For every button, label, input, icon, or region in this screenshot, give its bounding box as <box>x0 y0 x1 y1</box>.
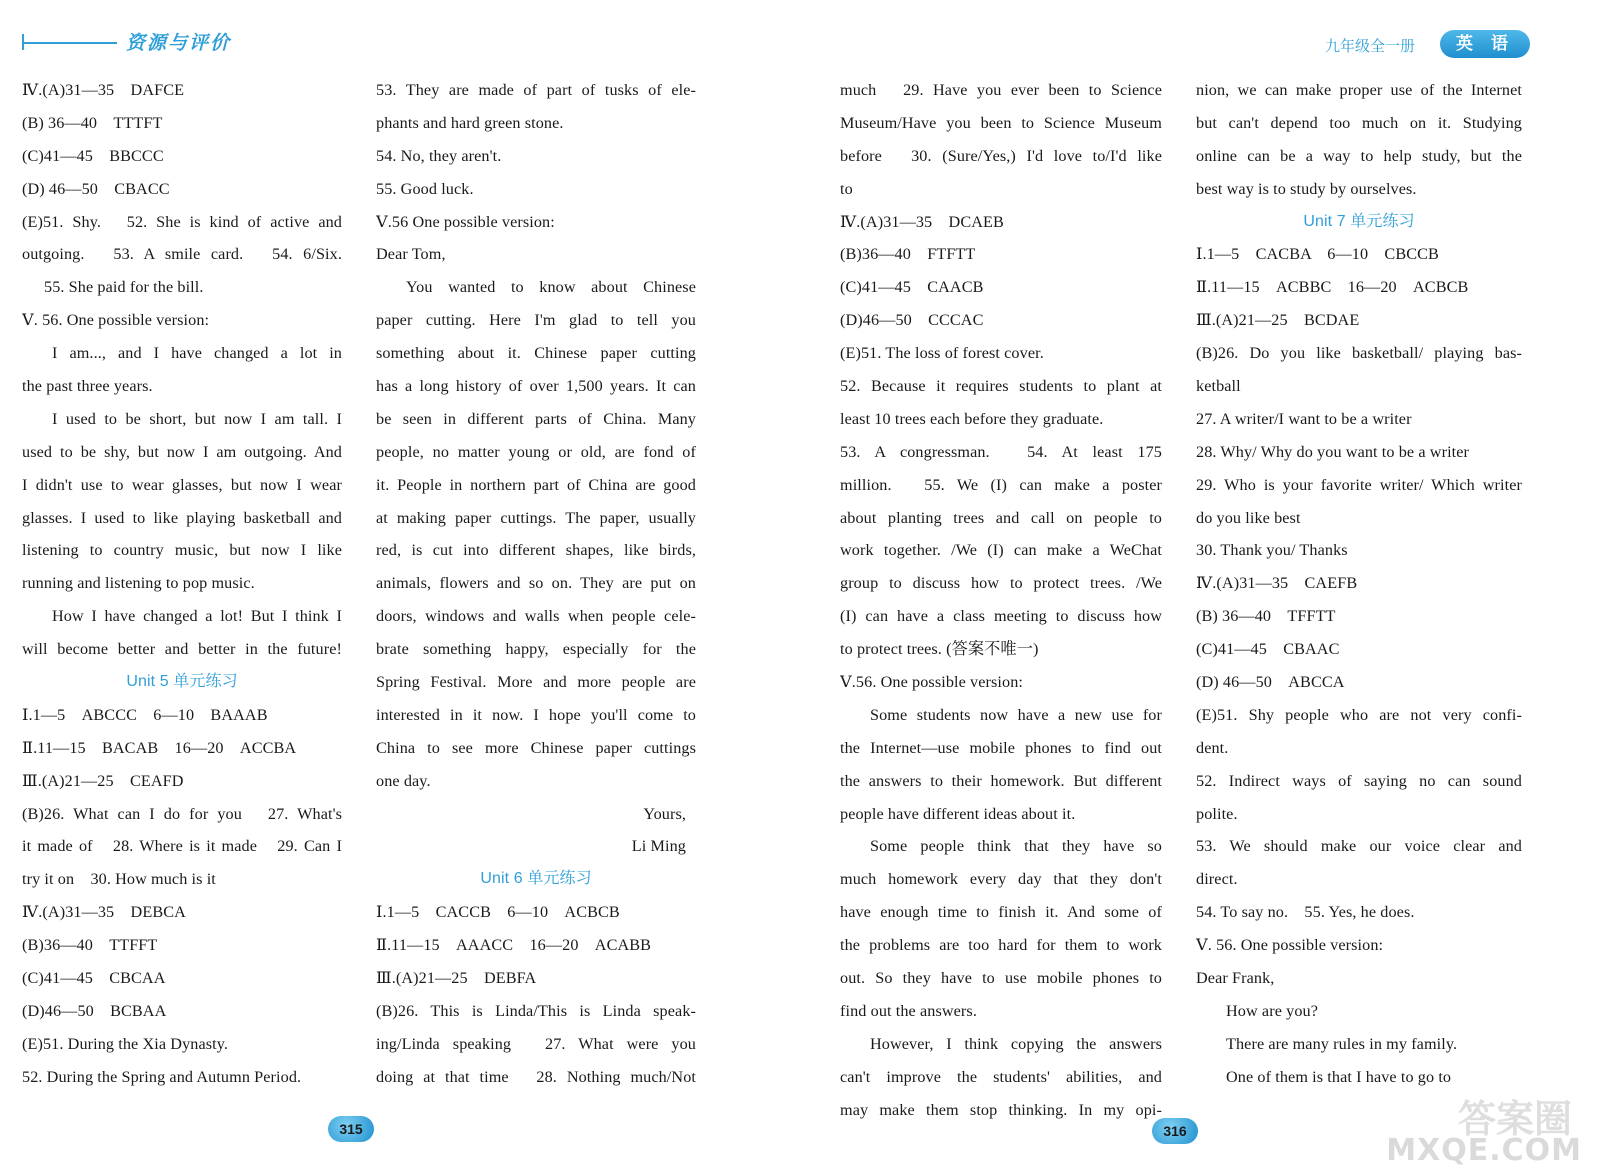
unit-heading: Unit 7 单元练习 <box>1303 212 1415 230</box>
text-line: You wanted to know about Chinese <box>406 278 696 297</box>
text-line: interested in it now. I hope you'll come to <box>376 705 696 724</box>
text-line: 53. We should make our voice clear and <box>1196 837 1522 856</box>
text-line: before 30. (Sure/Yes,) I'd love to/I'd like <box>840 146 1162 165</box>
text-line: paper cutting. Here I'm glad to tell you <box>376 311 696 330</box>
text-line: Spring Festival. More and more people are <box>376 673 696 692</box>
text-line: people, no matter young or old, are fond of <box>376 442 696 461</box>
text-line: at making paper cuttings. The paper, usually <box>376 508 696 527</box>
text-line: (B) 36—40 TFFTT <box>1196 607 1336 626</box>
header-bar <box>22 42 117 44</box>
text-line: red, is cut into different shapes, like birds, <box>376 541 696 560</box>
text-line: (D)46—50 CCCAC <box>840 311 984 330</box>
text-line: Ⅱ.11—15 AAACC 16—20 ACABB <box>376 936 652 955</box>
answer-column-1 <box>22 74 342 1094</box>
text-line: (C)41—45 CBAAC <box>1196 640 1340 659</box>
text-line: do you like best <box>1196 508 1301 527</box>
answer-column-2 <box>376 74 696 1094</box>
text-line: (C)41—45 CAACB <box>840 278 984 297</box>
text-line: (E)51. The loss of forest cover. <box>840 344 1044 363</box>
text-line: 29. Who is your favorite writer/ Which writer <box>1196 475 1522 494</box>
text-line: animals, flowers and so on. They are put on <box>376 574 696 593</box>
text-line: Ⅰ.1—5 CACCB 6—10 ACBCB <box>376 903 620 922</box>
text-line: listening to country music, but now I like <box>22 541 342 560</box>
answer-column-3 <box>840 74 1162 1127</box>
text-line: (B)26. Do you like basketball/ playing bas- <box>1196 344 1522 363</box>
text-line: something about it. Chinese paper cutting <box>376 344 696 363</box>
text-line: running and listening to pop music. <box>22 574 255 593</box>
text-line: dent. <box>1196 738 1229 757</box>
text-line: polite. <box>1196 804 1238 823</box>
text-line: 53. They are made of part of tusks of ele- <box>376 81 696 99</box>
text-line: Ⅱ.11—15 BACAB 16—20 ACCBA <box>22 738 297 757</box>
text-line: the past three years. <box>22 377 153 396</box>
text-line: has a long history of over 1,500 years. It can <box>376 377 696 396</box>
text-line: Some students now have a new use for <box>870 705 1162 724</box>
text-line: will become better and better in the future! <box>22 640 342 659</box>
header-left <box>22 28 262 56</box>
text-line: Ⅴ.56 One possible version: <box>376 212 555 231</box>
unit-heading: Unit 5 单元练习 <box>126 673 238 691</box>
text-line: One of them is that I have to go to <box>1226 1067 1452 1086</box>
text-line: ketball <box>1196 377 1241 396</box>
text-line: 52. Indirect ways of saying no can sound <box>1196 771 1522 790</box>
answer-column-4 <box>1196 74 1522 1094</box>
text-line: How I have changed a lot! But I think I <box>52 607 342 626</box>
text-line: Ⅴ.56. One possible version: <box>840 673 1023 692</box>
text-line: out. So they have to use mobile phones to <box>840 969 1162 988</box>
right-page <box>790 0 1600 1176</box>
text-line: nion, we can make proper use of the Internet <box>1196 81 1522 99</box>
text-line: Ⅳ.(A)31—35 DEBCA <box>22 903 186 922</box>
text-line: it made of 28. Where is it made 29. Can I <box>22 837 342 856</box>
text-line: the answers to their homework. But different <box>840 771 1162 790</box>
text-line: one day. <box>376 771 431 790</box>
text-line: Ⅲ.(A)21—25 BCDAE <box>1196 311 1360 330</box>
text-line: about planting trees and call on people to <box>840 508 1162 527</box>
text-line: work together. /We (I) can make a WeChat <box>840 541 1162 560</box>
text-line: much 29. Have you ever been to Science <box>840 81 1162 99</box>
text-line: 54. To say no. 55. Yes, he does. <box>1196 903 1415 922</box>
text-line: (B)26. This is Linda/This is Linda speak- <box>376 1001 696 1020</box>
text-line: There are many rules in my family. <box>1226 1034 1458 1053</box>
text-line: be seen in different parts of China. Many <box>376 409 696 428</box>
text-line: (D)46—50 BCBAA <box>22 1001 167 1020</box>
text-line: (E)51. During the Xia Dynasty. <box>22 1034 229 1053</box>
text-line: (C)41—45 BBCCC <box>22 146 164 165</box>
text-line: the Internet—use mobile phones to find out <box>840 738 1162 757</box>
text-line: China to see more Chinese paper cuttings <box>376 738 696 757</box>
page-number-right: 316 <box>1152 1118 1198 1144</box>
watermark-logo <box>1386 1088 1582 1168</box>
text-line: Ⅲ.(A)21—25 DEBFA <box>376 969 537 988</box>
subject-badge: 英 语 <box>1440 30 1530 58</box>
header-left-title: 资源与评价 <box>126 32 232 54</box>
text-line: (D) 46—50 CBACC <box>22 179 170 198</box>
text-line: phants and hard green stone. <box>376 113 564 132</box>
watermark-top-text: 答案圈 <box>1457 1097 1572 1141</box>
text-line: 54. No, they aren't. <box>376 146 502 165</box>
text-line: 27. A writer/I want to be a writer <box>1196 409 1412 428</box>
text-line: 28. Why/ Why do you want to be a writer <box>1196 442 1470 461</box>
text-line: may make them stop thinking. In my opi- <box>840 1100 1162 1119</box>
text-line: online can be a way to help study, but the <box>1196 146 1522 165</box>
text-line: 52. During the Spring and Autumn Period. <box>22 1067 302 1086</box>
text-line: but can't depend too much on it. Studying <box>1196 113 1522 132</box>
text-line: Li Ming <box>631 837 686 856</box>
text-line: to <box>840 179 853 198</box>
text-line: (C)41—45 CBCAA <box>22 969 166 988</box>
text-line: How are you? <box>1226 1001 1318 1020</box>
text-line: (E)51. Shy. 52. She is kind of active and <box>22 212 342 231</box>
text-line: brate something happy, especially for the <box>376 640 696 659</box>
text-line: 30. Thank you/ Thanks <box>1196 541 1348 560</box>
text-line: 52. Because it requires students to plant at <box>840 377 1162 396</box>
text-line: glasses. I used to like playing basketball and <box>22 508 342 527</box>
text-line: (I) can have a class meeting to discuss how <box>840 607 1162 626</box>
text-line: (B)26. What can I do for you 27. What's <box>22 804 342 823</box>
text-line: million. 55. We (I) can make a poster <box>840 475 1162 494</box>
text-line: can't improve the students' abilities, and <box>840 1067 1162 1086</box>
text-line: Yours, <box>643 804 686 823</box>
unit-heading: Unit 6 单元练习 <box>480 870 592 888</box>
watermark-bottom-text: MXQE.COM <box>1386 1133 1582 1168</box>
text-line: Ⅲ.(A)21—25 CEAFD <box>22 771 184 790</box>
text-line: used to be shy, but now I am outgoing. And <box>22 442 342 461</box>
text-line: 55. She paid for the bill. <box>44 278 204 297</box>
text-line: have enough time to finish it. And some of <box>840 903 1162 922</box>
text-line: (D) 46—50 ABCCA <box>1196 673 1345 692</box>
text-line: outgoing. 53. A smile card. 54. 6/Six. <box>22 245 342 264</box>
text-line: group to discuss how to protect trees. /We <box>840 574 1162 593</box>
text-line: (E)51. Shy people who are not very confi- <box>1196 705 1522 724</box>
text-line: (B)36—40 TTFFT <box>22 936 158 955</box>
text-line: to protect trees. (答案不唯一) <box>840 640 1039 659</box>
text-line: doors, windows and walls when people cele- <box>376 607 696 626</box>
text-line: (B) 36—40 TTTFT <box>22 113 163 132</box>
text-line: (B)36—40 FTFTT <box>840 245 976 264</box>
text-line: people have different ideas about it. <box>840 804 1076 823</box>
text-line: Ⅳ.(A)31—35 DCAEB <box>840 212 1004 231</box>
text-line: doing at that time 28. Nothing much/Not <box>376 1067 696 1086</box>
text-line: it. People in northern part of China are good <box>376 475 696 494</box>
text-line: Some people think that they have so <box>870 837 1162 856</box>
text-line: Ⅳ.(A)31—35 DAFCE <box>22 81 185 99</box>
text-line: try it on 30. How much is it <box>22 870 216 889</box>
text-line: least 10 trees each before they graduate. <box>840 409 1104 428</box>
text-line: find out the answers. <box>840 1001 977 1020</box>
text-line: Ⅴ. 56. One possible version: <box>1196 936 1384 955</box>
text-line: ing/Linda speaking 27. What were you <box>376 1034 696 1053</box>
text-line: I used to be short, but now I am tall. I <box>52 409 342 428</box>
left-page <box>0 0 790 1176</box>
text-line: Ⅰ.1—5 ABCCC 6—10 BAAAB <box>22 705 268 724</box>
text-line: the problems are too hard for them to work <box>840 936 1162 955</box>
text-line: Dear Tom, <box>376 245 446 264</box>
page-number-left: 315 <box>328 1116 374 1142</box>
text-line: However, I think copying the answers <box>870 1034 1162 1053</box>
text-line: Ⅱ.11—15 ACBBC 16—20 ACBCB <box>1196 278 1469 297</box>
text-line: Ⅴ. 56. One possible version: <box>22 311 210 330</box>
text-line: I didn't use to wear glasses, but now I wear <box>22 475 342 494</box>
text-line: I am..., and I have changed a lot in <box>52 344 342 363</box>
text-line: direct. <box>1196 870 1238 889</box>
text-line: much homework every day that they don't <box>840 870 1162 889</box>
text-line: Ⅳ.(A)31—35 CAEFB <box>1196 574 1358 593</box>
text-line: 55. Good luck. <box>376 179 474 198</box>
header-grade: 九年级全一册 <box>1325 37 1416 55</box>
text-line: Dear Frank, <box>1196 969 1275 988</box>
text-line: best way is to study by ourselves. <box>1196 179 1417 198</box>
text-line: 53. A congressman. 54. At least 175 <box>840 442 1162 461</box>
text-line: Museum/Have you been to Science Museum <box>840 113 1162 132</box>
text-line: Ⅰ.1—5 CACBA 6—10 CBCCB <box>1196 245 1439 264</box>
